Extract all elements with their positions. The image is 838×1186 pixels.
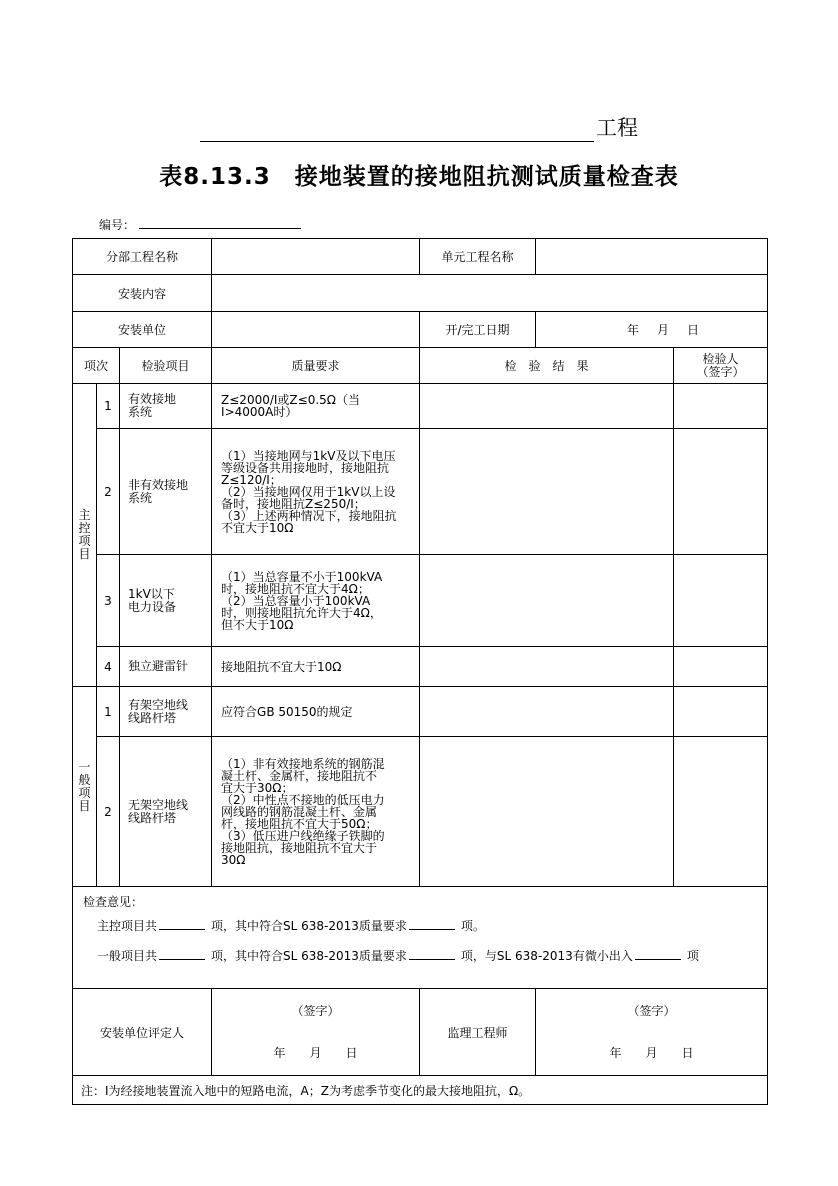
start-end-date[interactable] <box>536 312 768 348</box>
project-suffix: 工程 <box>596 116 638 140</box>
general-group-label <box>73 687 97 887</box>
footnote: 注：I为经接地装置流入地中的短路电流，A；Z为考虑季节变化的最大接地阻抗，Ω。 <box>73 1076 768 1105</box>
item-requirement: （1）当总容量不小于100kVA 时，接地阻抗不宜大于4Ω； （2）当总容量小于100kVA 时，则接地阻抗允许大于4Ω， 但不大于10Ω <box>212 555 420 647</box>
col-check-item: 检验项目 <box>120 348 212 384</box>
item-requirement: （1）当接地网与1kV及以下电压 等级设备共用接地时，接地阻抗 Z≤120/I； （2）当接地网仅用于1kV以上设 备时，接地阻抗Z≤250/I； （3）上述两种情况下，接地阻抗 不宜大于10Ω <box>212 429 420 555</box>
general-pass-blank[interactable] <box>409 947 455 960</box>
main-group-char: 主 <box>78 508 91 522</box>
item-number: 3 <box>97 555 120 647</box>
item-name: 1kV以下 电力设备 <box>120 555 212 647</box>
install-content-label: 安装内容 <box>73 275 212 312</box>
opinion-general-line: 一般项目共 项，其中符合SL 638-2013质量要求 项，与SL 638-2013有微小出入 项 <box>97 949 699 963</box>
serial-blank[interactable] <box>139 216 301 229</box>
general-group-char: 一 <box>78 759 91 774</box>
item-result[interactable] <box>420 429 674 555</box>
table-row <box>73 647 768 687</box>
unit-project-label: 单元工程名称 <box>420 239 536 275</box>
main-group-char: 项 <box>78 534 91 548</box>
general-group-char: 目 <box>78 798 91 813</box>
item-name: 独立避雷针 <box>120 647 212 687</box>
item-inspector[interactable] <box>674 429 768 555</box>
item-inspector[interactable] <box>674 555 768 647</box>
date-year: 年 <box>626 323 639 337</box>
item-requirement: Z≤2000/I或Z≤0.5Ω（当 I>4000A时） <box>212 384 420 429</box>
sign-label: （签字） <box>627 1004 676 1018</box>
table-row <box>73 687 768 737</box>
form-title: 表8.13.3 接地装置的接地阻抗测试质量检查表 <box>159 164 679 190</box>
item-result[interactable] <box>420 384 674 429</box>
item-number: 4 <box>97 647 120 687</box>
col-inspector <box>674 348 768 384</box>
serial-number <box>99 216 301 233</box>
supervisor-sign[interactable] <box>536 989 768 1076</box>
col-inspector-sign: （签字） <box>696 364 745 379</box>
install-evaluator-label: 安装单位评定人 <box>73 989 212 1076</box>
project-name-line <box>0 112 838 142</box>
sub-project-label: 分部工程名称 <box>73 239 212 275</box>
inspection-table <box>72 238 768 1105</box>
general-group-char: 般 <box>78 772 91 787</box>
date-day: 日 <box>687 323 700 337</box>
item-number: 1 <box>97 687 120 737</box>
supervisor-label: 监理工程师 <box>420 989 536 1076</box>
sign-date: 年 月 日 <box>609 1046 694 1060</box>
item-number: 2 <box>97 429 120 555</box>
install-unit-label: 安装单位 <box>73 312 212 348</box>
general-deviation-blank[interactable] <box>635 947 681 960</box>
item-name: 无架空地线 线路杆塔 <box>120 737 212 887</box>
item-inspector[interactable] <box>674 647 768 687</box>
sign-label: （签字） <box>291 1004 340 1018</box>
sub-project-value[interactable] <box>212 239 420 275</box>
table-row <box>73 429 768 555</box>
main-group-char: 目 <box>78 547 91 561</box>
main-total-blank[interactable] <box>159 917 205 930</box>
unit-project-value[interactable] <box>536 239 768 275</box>
main-group-label <box>73 384 97 687</box>
col-item-no: 项次 <box>73 348 120 384</box>
install-content-value[interactable] <box>212 275 768 312</box>
item-name: 有架空地线 线路杆塔 <box>120 687 212 737</box>
opinion-label: 检查意见： <box>83 895 144 909</box>
item-number: 1 <box>97 384 120 429</box>
col-inspector-label: 检验人 <box>702 351 739 366</box>
item-requirement: （1）非有效接地系统的钢筋混 凝土杆、金属杆，接地阻抗不 宜大于30Ω； （2）中性点不接地的低压电力 网线路的钢筋混凝土杆、金属 杆，接地阻抗不宜大于50Ω； （3）低压进户线绝缘子铁脚的 接地阻抗，接地阻抗不宜大于 30Ω <box>212 737 420 887</box>
sign-date: 年 月 日 <box>273 1046 358 1060</box>
item-result[interactable] <box>420 555 674 647</box>
item-number: 2 <box>97 737 120 887</box>
table-row <box>73 555 768 647</box>
item-name: 有效接地 系统 <box>120 384 212 429</box>
item-name: 非有效接地 系统 <box>120 429 212 555</box>
item-result[interactable] <box>420 737 674 887</box>
item-inspector[interactable] <box>674 687 768 737</box>
date-month: 月 <box>657 323 670 337</box>
item-inspector[interactable] <box>674 737 768 887</box>
table-row <box>73 737 768 887</box>
general-total-blank[interactable] <box>159 947 205 960</box>
item-result[interactable] <box>420 647 674 687</box>
item-result[interactable] <box>420 687 674 737</box>
main-pass-blank[interactable] <box>409 917 455 930</box>
main-group-char: 控 <box>78 521 91 535</box>
col-result: 检 验 结 果 <box>420 348 674 384</box>
item-inspector[interactable] <box>674 384 768 429</box>
item-requirement: 应符合GB 50150的规定 <box>212 687 420 737</box>
inspection-opinion <box>73 887 768 989</box>
project-name-blank[interactable] <box>200 121 594 142</box>
table-row <box>73 384 768 429</box>
opinion-main-line: 主控项目共 项，其中符合SL 638-2013质量要求 项。 <box>97 919 485 933</box>
serial-label: 编号： <box>99 218 136 232</box>
start-end-label: 开/完工日期 <box>420 312 536 348</box>
col-quality-req: 质量要求 <box>212 348 420 384</box>
install-evaluator-sign[interactable] <box>212 989 420 1076</box>
item-requirement: 接地阻抗不宜大于10Ω <box>212 647 420 687</box>
install-unit-value[interactable] <box>212 312 420 348</box>
general-group-char: 项 <box>78 785 91 800</box>
